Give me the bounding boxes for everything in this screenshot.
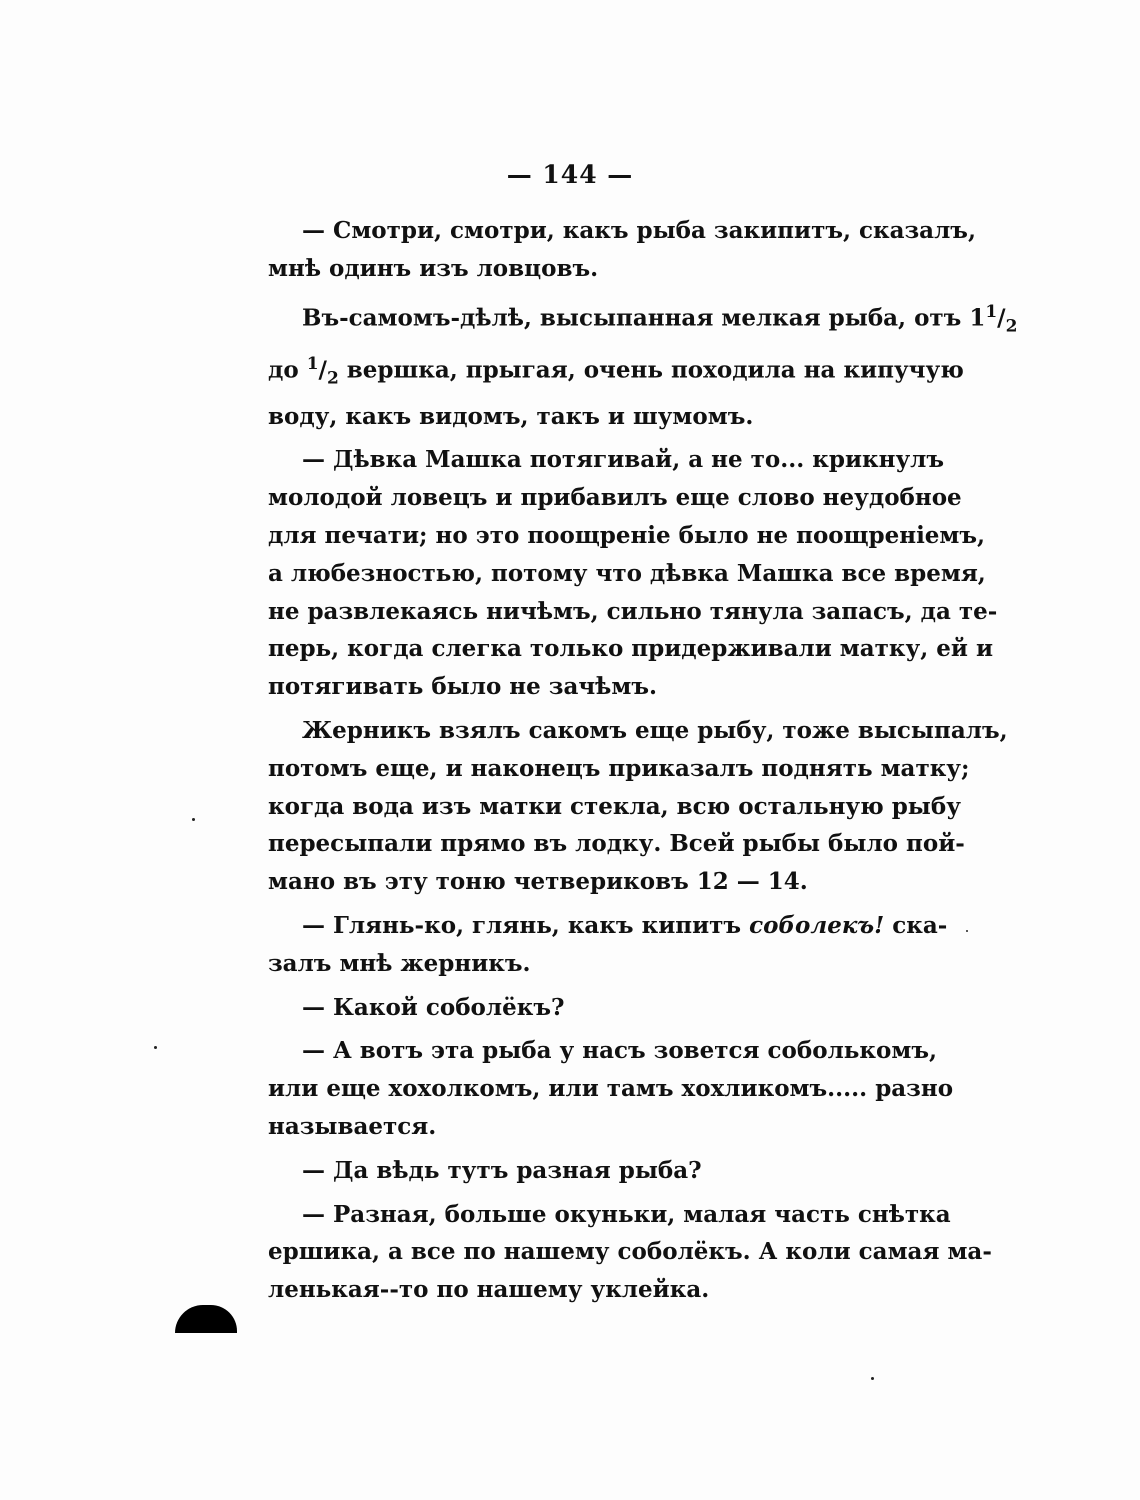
paragraph <box>268 989 886 1027</box>
paragraph <box>268 907 948 983</box>
text-line: Жерникъ взялъ сакомъ еще рыбу, тоже высыпалъ, <box>302 717 1008 745</box>
text-line: — Какой соболёкъ? <box>302 993 565 1021</box>
body-text <box>268 212 1018 1309</box>
text-fragment: вершка, прыгая, очень походила на кипучую <box>338 356 964 384</box>
paragraph <box>268 1152 886 1190</box>
fraction-numerator: 1 <box>985 301 998 322</box>
paragraph <box>268 294 1018 436</box>
text-line: называется. <box>268 1113 437 1141</box>
page-number: — 144 — <box>506 160 634 189</box>
text-line: когда вода изъ матки стекла, всю остальную рыбу <box>268 792 961 820</box>
text-line: молодой ловецъ и прибавилъ еще слово неудобное <box>268 484 962 512</box>
text-line: залъ мнѣ жерникъ. <box>268 949 531 977</box>
text-line <box>268 907 948 945</box>
text-line: пересыпали прямо въ лодку. Всей рыбы было пой- <box>268 830 965 858</box>
paragraph <box>268 712 1008 901</box>
paragraph <box>268 1196 992 1309</box>
text-line: для печати; но это поощренiе было не поощренiемъ, <box>268 522 986 550</box>
text-line: перь, когда слегка только придерживали матку, ей и <box>268 635 994 663</box>
ink-speck <box>192 818 195 821</box>
ink-speck <box>871 1377 874 1380</box>
text-line: а любезностью, потому что дѣвка Машка все время, <box>268 559 986 587</box>
paragraph <box>268 212 976 288</box>
text-line: — Разная, больше окуньки, малая часть снѣтка <box>302 1200 951 1228</box>
text-fragment: до <box>268 356 307 384</box>
paragraph <box>268 441 998 706</box>
ink-speck <box>966 930 968 932</box>
text-line: мано въ эту тоню четвериковъ 12 — 14. <box>268 868 808 896</box>
fraction-numerator: 1 <box>306 353 319 374</box>
fraction-slash: / <box>318 356 327 384</box>
text-fragment: — Глянь-ко, глянь, какъ кипитъ <box>302 912 750 940</box>
paragraph <box>268 1032 954 1145</box>
text-line: или еще хохолкомъ, или тамъ хохликомъ..... разно <box>268 1075 954 1103</box>
text-line: — Смотри, смотри, какъ рыба закипитъ, сказалъ, <box>302 217 976 244</box>
text-line: потомъ еще, и наконецъ приказалъ поднять матку; <box>268 754 970 782</box>
text-fragment: ска- <box>884 912 948 940</box>
ink-blot <box>175 1305 237 1333</box>
italic-word: соболекъ! <box>749 912 885 940</box>
text-line: — А вотъ эта рыба у насъ зовется соболькомъ, <box>302 1037 937 1065</box>
text-line: — Да вѣдь тутъ разная рыба? <box>302 1156 702 1184</box>
text-line: воду, какъ видомъ, такъ и шумомъ. <box>268 402 754 430</box>
text-line: ершика, а все по нашему соболёкъ. А коли самая ма- <box>268 1238 992 1266</box>
text-line: не развлекаясь ничѣмъ, сильно тянула запасъ, да те- <box>268 597 998 625</box>
fraction-slash: / <box>997 304 1006 332</box>
text-line <box>268 346 964 398</box>
text-line: потягивать было не зачѣмъ. <box>268 673 657 701</box>
ink-speck <box>154 1046 157 1049</box>
fraction-denominator: 2 <box>1005 315 1018 336</box>
text-line: мнѣ одинъ изъ ловцовъ. <box>268 254 599 282</box>
text-line <box>268 294 1018 346</box>
fraction-denominator: 2 <box>326 367 339 388</box>
text-line: — Дѣвка Машка потягивай, а не то... крикнулъ <box>302 446 945 474</box>
text-line: ленькая--то по нашему уклейка. <box>268 1276 710 1304</box>
text-fragment: Въ-самомъ-дѣлѣ, высыпанная мелкая рыба, отъ 1 <box>302 304 986 332</box>
